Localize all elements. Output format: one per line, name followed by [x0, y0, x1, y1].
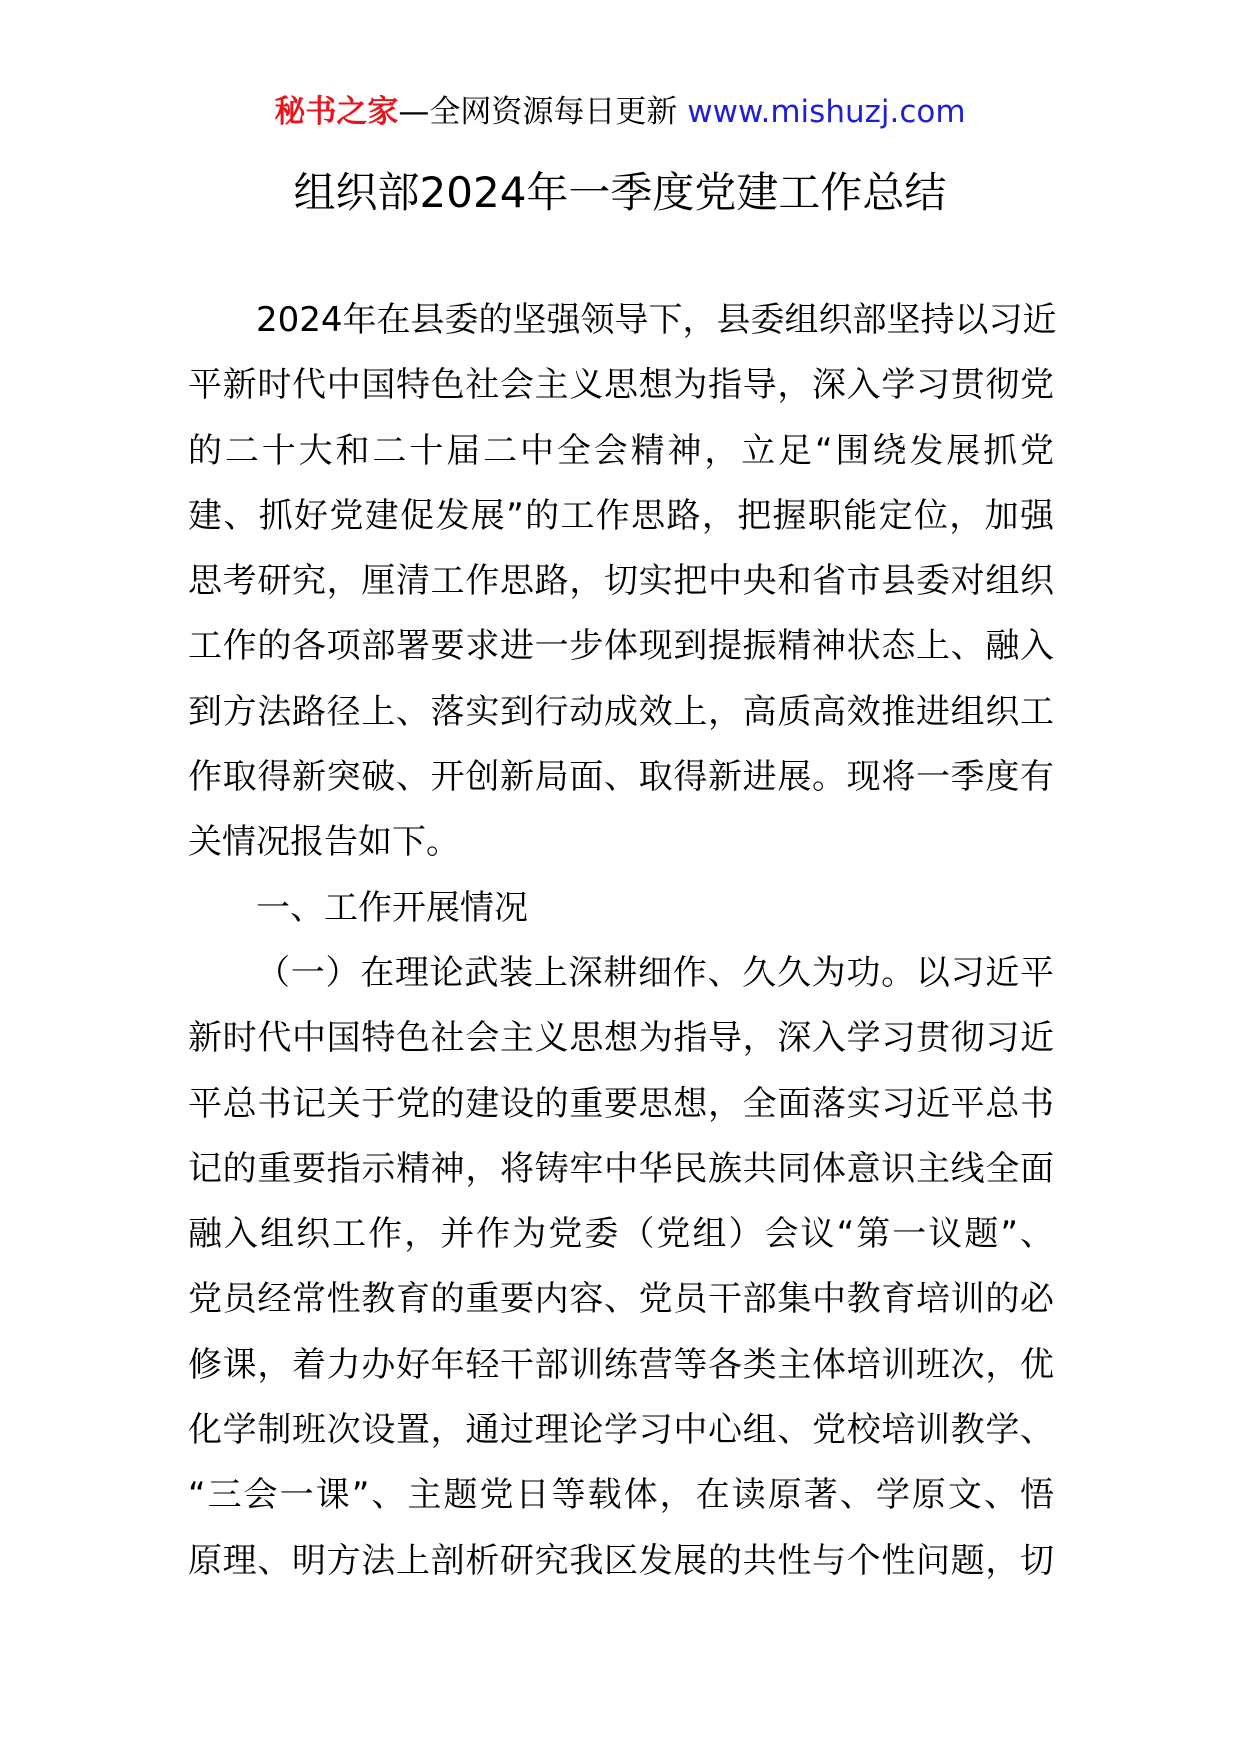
paragraph-line: “三会一课”、主题党日等载体，在读原著、学原文、悟 — [188, 1475, 1054, 1516]
paragraph-line: 作取得新突破、开创新局面、取得新进展。现将一季度有 — [188, 757, 1054, 798]
site-header — [0, 92, 1240, 132]
paragraph-line: 2024年在县委的坚强领导下，县委组织部坚持以习近 — [256, 300, 1057, 340]
document-body — [188, 296, 1057, 1602]
paragraph-line: 记的重要指示精神，将铸牢中华民族共同体意识主线全面 — [188, 1148, 1054, 1189]
paragraph-line: 建、抓好党建促发展”的工作思路，把握职能定位，加强 — [188, 495, 1054, 536]
paragraph-line: 修课，着力办好年轻干部训练营等各类主体培训班次，优 — [188, 1344, 1054, 1385]
paragraph-line: 平新时代中国特色社会主义思想为指导，深入学习贯彻党 — [188, 365, 1054, 406]
paragraph-line: 到方法路径上、落实到行动成效上，高质高效推进组织工 — [188, 691, 1054, 732]
paragraph-line: （一）在理论武装上深耕细作、久久为功。以习近平 — [256, 952, 1054, 993]
paragraph-line: 平总书记关于党的建设的重要思想，全面落实习近平总书 — [188, 1083, 1054, 1124]
paragraph-line: 关情况报告如下。 — [188, 822, 460, 863]
section-heading: 一、工作开展情况 — [256, 887, 528, 928]
site-url: www.mishuzj.com — [687, 94, 966, 130]
site-slogan: —全网资源每日更新 — [398, 94, 688, 130]
paragraph-line: 党员经常性教育的重要内容、党员干部集中教育培训的必 — [188, 1279, 1054, 1320]
paragraph-line: 新时代中国特色社会主义思想为指导，深入学习贯彻习近 — [188, 1018, 1054, 1059]
paragraph-line: 思考研究，厘清工作思路，切实把中央和省市县委对组织 — [188, 561, 1054, 602]
site-brand: 秘书之家 — [274, 94, 399, 130]
paragraph-line: 融入组织工作，并作为党委（党组）会议“第一议题”、 — [188, 1214, 1054, 1255]
paragraph-line: 原理、明方法上剖析研究我区发展的共性与个性问题，切 — [188, 1540, 1054, 1581]
paragraph-line: 工作的各项部署要求进一步体现到提振精神状态上、融入 — [188, 626, 1054, 667]
document-title: 组织部2024年一季度党建工作总结 — [293, 168, 947, 217]
paragraph-line: 化学制班次设置，通过理论学习中心组、党校培训教学、 — [188, 1410, 1054, 1451]
paragraph-line: 的二十大和二十届二中全会精神，立足“围绕发展抓党 — [188, 430, 1054, 471]
